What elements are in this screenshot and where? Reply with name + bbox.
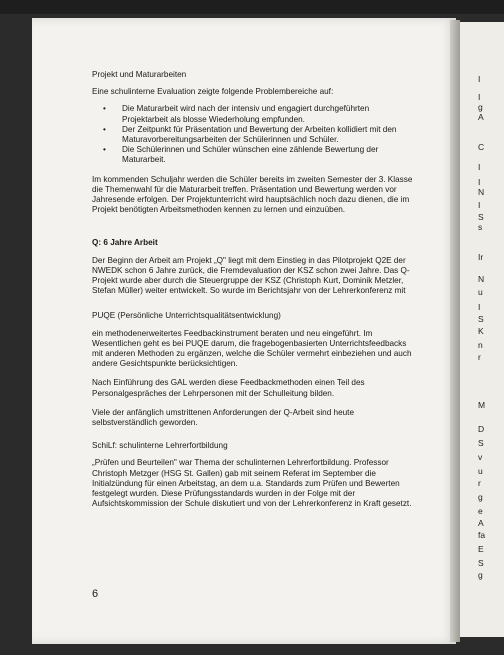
section-paragraph: ein methodenerweitertes Feedbackinstrument beraten und neu eingeführt. Im Wesentlichen geht es bei PUQE darum, die fragebogenbasierten Unterrichtsfeedbacks mit anderen Methoden zu ergänzen, welche die Schüler vermehrt einbeziehen und auch andere Gesichtspunkte berücksichtigen.: [92, 328, 412, 369]
right-page-text-fragment: I: [478, 177, 481, 187]
right-page-text-fragment: g: [478, 102, 483, 112]
section-gap: [92, 224, 414, 238]
page-number: 6: [92, 588, 99, 600]
section-heading-puqe: PUQE (Persönliche Unterrichtsqualitätsentwicklung): [92, 311, 281, 321]
list-item: [92, 145, 414, 165]
problem-list: [92, 104, 414, 165]
right-page-text-fragment: C: [478, 142, 485, 152]
right-page-text-fragment: S: [478, 438, 484, 448]
right-page-text-fragment: r: [478, 352, 481, 362]
book-gutter: [450, 20, 460, 642]
list-item: [92, 104, 414, 124]
right-page-text-fragment: K: [478, 326, 484, 336]
bullet-icon: •: [103, 104, 106, 114]
right-page: [460, 22, 504, 637]
right-page-text-fragment: fa: [478, 530, 486, 540]
right-page-text-fragment: S: [478, 314, 484, 324]
list-item-text: Die Schülerinnen und Schüler wünschen eine zählende Bewertung der Maturarbeit.: [122, 145, 379, 165]
right-page-text-fragment: S: [478, 558, 484, 568]
section-paragraph: Im kommenden Schuljahr werden die Schüler bereits im zweiten Semester der 3. Klasse die Themenwahl für die Maturarbeit treffen. Präsentation und Bewertung werden vor Jahresende erfolgen. Der Projektunterricht wird hauptsächlich noch dazu dienen, die im Projekt benötigten Arbeitsmethoden kennen zu lernen und einzuüben.: [92, 174, 413, 215]
bullet-icon: •: [103, 124, 106, 134]
right-page-text-fragment: s: [478, 222, 483, 232]
list-item-text: Der Zeitpunkt für Präsentation und Bewertung der Arbeiten kollidiert mit den Maturavorbereitungsarbeiten der Schülerinnen und Schüler.: [122, 124, 397, 145]
right-page-text-fragment: u: [478, 287, 483, 297]
section-heading-schilf: SchiLf: schulinterne Lehrerfortbildung: [92, 441, 228, 451]
background-strip: [0, 0, 504, 14]
section-paragraph: Nach Einführung des GAL werden diese Feedbackmethoden einen Teil des Personalgespräches der Lehrpersonen mit der Schulleitung bilden.: [92, 378, 365, 398]
section-heading-projekt: Projekt und Maturarbeiten: [92, 70, 187, 79]
right-page-text-fragment: g: [478, 492, 483, 502]
right-page-text-fragment: n: [478, 340, 483, 350]
right-page-text-fragment: e: [478, 506, 483, 516]
right-page-text-fragment: r: [478, 478, 481, 488]
right-page-text-fragment: I: [478, 92, 481, 102]
right-page-text-fragment: I: [478, 200, 481, 210]
right-page-text-fragment: N: [478, 274, 485, 284]
right-page-text-fragment: Ir: [478, 252, 484, 262]
right-page-text-fragment: u: [478, 466, 483, 476]
list-item: [92, 125, 414, 145]
right-page-text-fragment: S: [478, 212, 484, 222]
right-page-text-fragment: I: [478, 302, 481, 312]
right-page-text-fragment: E: [478, 544, 484, 554]
right-page-text-fragment: I: [478, 74, 481, 84]
right-page-text-fragment: D: [478, 424, 485, 434]
section-paragraph: Der Beginn der Arbeit am Projekt „Q" liegt mit dem Einstieg in das Pilotprojekt Q2E der NWEDK schon 6 Jahre zurück, die Fremdevaluation der KSZ schon zwei Jahre. Das Q-Projekt wurde aber durch die Steuergruppe der KSZ (Christoph Kurt, Dominik Metzler, Stefan Müller) weiter entwickelt. So wurde im Berichtsjahr von der Lehrerkonferenz mit: [92, 255, 410, 296]
right-page-text-fragment: A: [478, 518, 484, 528]
page-content: [92, 70, 414, 519]
list-item-text: Die Maturarbeit wird nach der intensiv und engagiert durchgeführten Projektarbeit als blosse Wiederholung empfunden.: [122, 104, 370, 124]
section-paragraph: „Prüfen und Beurteilen" war Thema der schulinternen Lehrerfortbildung. Professor Christoph Metzger (HSG St. Gallen) gab mit seinem Referat im September die Initialzündung für einen Arbeitstag, an dem u.a. Standards zum Prüfen und Bewerten festgelegt wurden. Diese Prüfungsstandards wurden in der Folge mit der Aufsichtskommission der Schule diskutiert und von der Lehrerkonferenz in Kraft gesetzt.: [92, 458, 412, 509]
right-page-text-fragment: I: [478, 162, 481, 172]
right-page-text-fragment: A: [478, 112, 484, 122]
right-page-text-fragment: v: [478, 452, 483, 462]
section-paragraph: Viele der anfänglich umstrittenen Anforderungen der Q-Arbeit sind heute selbstverständlich geworden.: [92, 407, 355, 428]
right-page-text-fragment: g: [478, 570, 483, 580]
right-page-text-fragment: N: [478, 187, 485, 197]
section-intro: Eine schulinterne Evaluation zeigte folgende Problembereiche auf:: [92, 87, 334, 97]
section-heading-q: Q: 6 Jahre Arbeit: [92, 238, 158, 248]
bullet-icon: •: [103, 145, 106, 155]
right-page-text-fragment: M: [478, 400, 486, 410]
